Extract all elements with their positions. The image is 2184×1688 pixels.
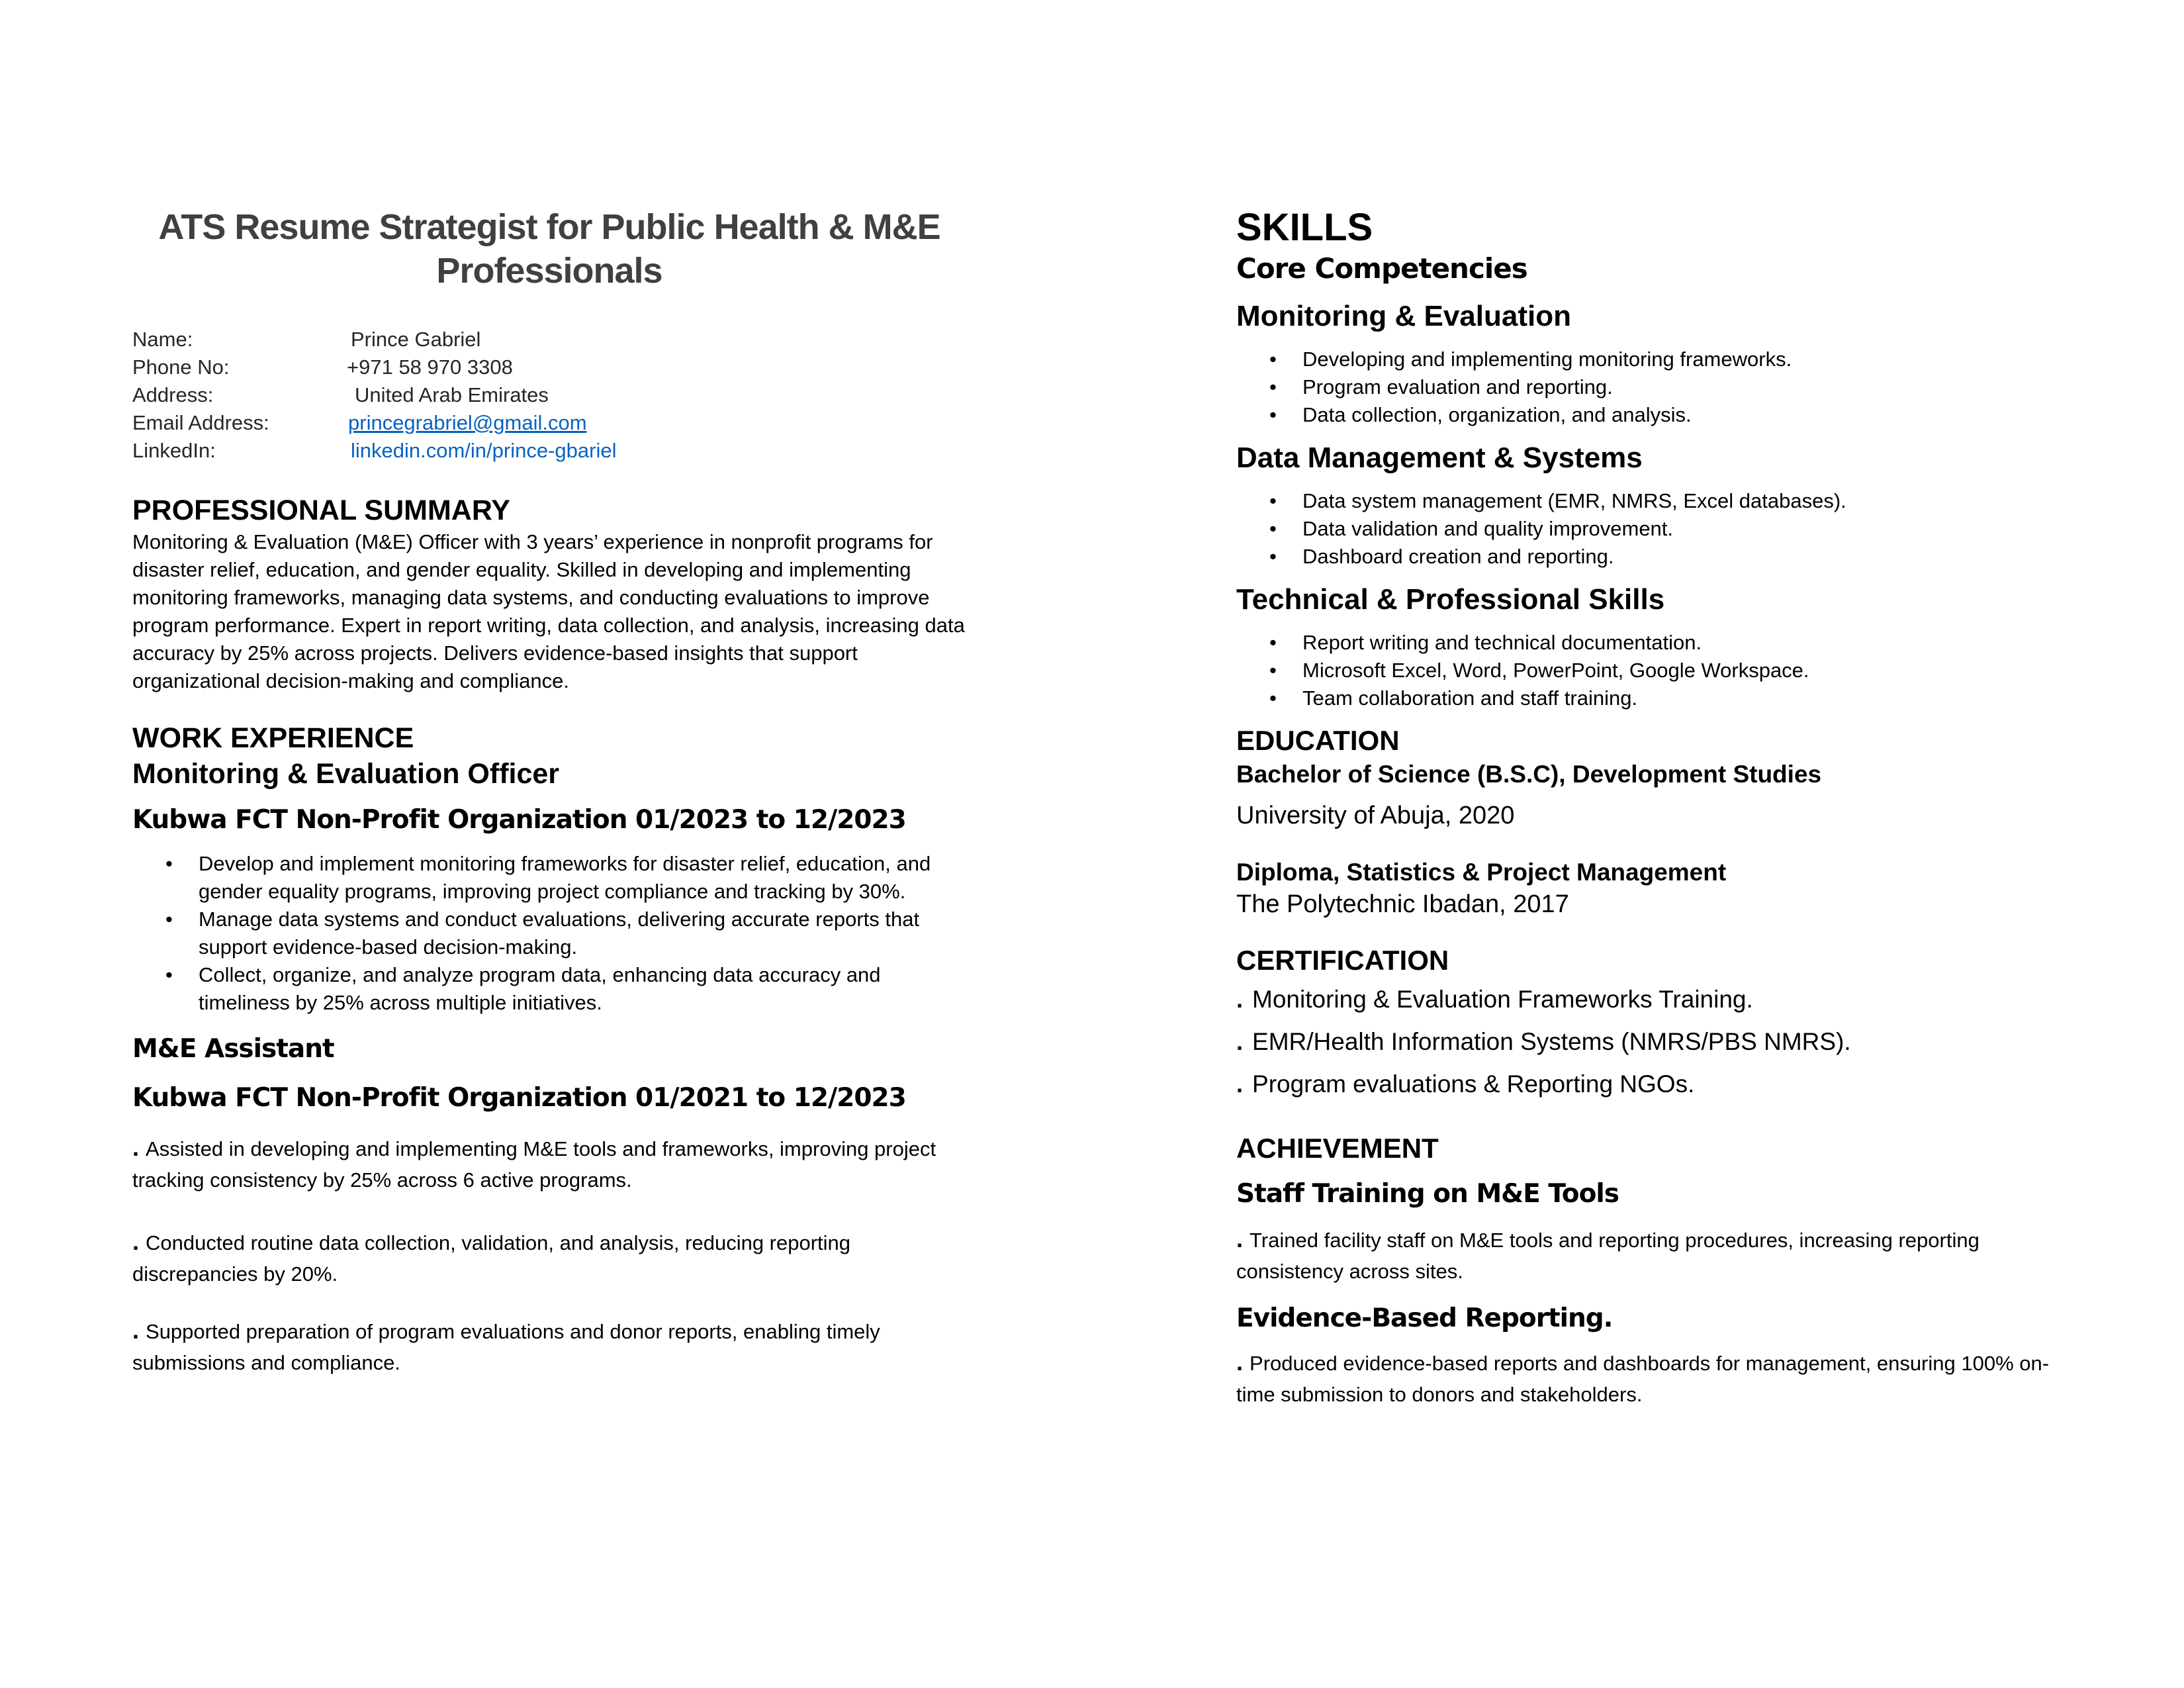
list-item: • Developing and implementing monitoring frameworks.: [1302, 346, 2057, 373]
job-organization: Kubwa FCT Non-Profit Organization 01/2021 to 12/2023: [132, 1083, 906, 1113]
contact-label: Email Address:: [132, 411, 269, 434]
summary-heading: PROFESSIONAL SUMMARY: [132, 494, 510, 526]
list-item: • Team collaboration and staff training.: [1302, 684, 2057, 712]
skill-list: [1236, 629, 2057, 712]
list-item: [1236, 1063, 2057, 1105]
skill-group-title: Monitoring & Evaluation: [1236, 300, 1571, 332]
degree-title: Bachelor of Science (B.S.C), Development Studies: [1236, 761, 1822, 788]
left-column: [132, 199, 966, 1378]
skills-heading: SKILLS: [1236, 206, 1373, 249]
list-item: • Develop and implement monitoring frameworks for disaster relief, education, and gender equality programs, improving project compliance and tracking by 30%.: [199, 850, 966, 906]
contact-label: Phone No:: [132, 355, 230, 379]
degree-title: Diploma, Statistics & Project Management: [1236, 859, 1727, 886]
list-item-text: Assisted in developing and implementing M&E tools and frameworks, improving project tracking consistency by 25% across 6 active programs.: [132, 1137, 936, 1192]
achievement-title: Evidence-Based Reporting.: [1236, 1303, 1613, 1333]
certification-item: Monitoring & Evaluation Frameworks Training.: [1252, 986, 1753, 1013]
contact-row-linkedin: [132, 437, 966, 465]
list-item: • Data collection, organization, and analysis.: [1302, 401, 2057, 429]
list-item: [1236, 1223, 2057, 1287]
school-name: University of Abuja, 2020: [1236, 802, 1515, 829]
list-item: • Data system management (EMR, NMRS, Excel databases).: [1302, 487, 2057, 515]
achievement-text: Trained facility staff on M&E tools and reporting procedures, increasing reporting consistency across sites.: [1236, 1229, 1979, 1283]
contact-block: [132, 326, 966, 465]
linkedin-link[interactable]: linkedin.com/in/prince-gbariel: [351, 439, 617, 462]
contact-row-email: [132, 409, 966, 437]
list-item: [1236, 1346, 2057, 1410]
bullet-icon: .: [132, 1228, 140, 1255]
list-item: • Report writing and technical documentation.: [1302, 629, 2057, 657]
list-item: • Data validation and quality improvement.: [1302, 515, 2057, 543]
list-item: [132, 1315, 966, 1378]
list-item: [132, 1132, 966, 1196]
achievement-text: Produced evidence-based reports and dashboards for management, ensuring 100% on-time submission to donors and stakeholders.: [1236, 1352, 2050, 1406]
bullet-icon: .: [1236, 1028, 1244, 1055]
list-item: [1236, 978, 2057, 1021]
school-name: The Polytechnic Ibadan, 2017: [1236, 890, 1569, 918]
job-bullets: [132, 850, 966, 1017]
list-item: [1236, 1021, 2057, 1063]
list-item: [132, 1226, 966, 1289]
core-competencies-heading: Core Competencies: [1236, 252, 1527, 285]
job-title: M&E Assistant: [132, 1034, 334, 1064]
list-item: • Manage data systems and conduct evaluations, delivering accurate reports that support evidence-based decision-making.: [199, 906, 966, 961]
achievement-title: Staff Training on M&E Tools: [1236, 1179, 1619, 1209]
contact-address: United Arab Emirates: [355, 383, 549, 406]
skill-list: [1236, 487, 2057, 571]
certification-item: Program evaluations & Reporting NGOs.: [1252, 1070, 1695, 1098]
list-item-text: Conducted routine data collection, validation, and analysis, reducing reporting discrepancies by 20%.: [132, 1231, 851, 1286]
list-item: • Dashboard creation and reporting.: [1302, 543, 2057, 571]
job-organization: Kubwa FCT Non-Profit Organization 01/2023 to 12/2023: [132, 805, 906, 835]
education-heading: EDUCATION: [1236, 725, 1400, 756]
skill-group-title: Data Management & Systems: [1236, 442, 1643, 474]
contact-label: Name:: [132, 328, 193, 351]
bullet-icon: .: [1236, 1348, 1244, 1376]
certification-item: EMR/Health Information Systems (NMRS/PBS NMRS).: [1252, 1028, 1851, 1055]
contact-name: Prince Gabriel: [351, 328, 481, 351]
summary-text: Monitoring & Evaluation (M&E) Officer with 3 years’ experience in nonprofit programs for disaster relief, education, and gender equality. Skilled in developing and implementing monitoring frameworks, managing data systems, and conducting evaluations to improve program performance. Expert in report writing, data collection, and analysis, increasing data accuracy by 25% across projects. Delivers evidence-based insights that support organizational decision-making and compliance.: [132, 530, 965, 692]
contact-row-address: [132, 381, 966, 409]
contact-label: Address:: [132, 383, 214, 406]
certification-heading: CERTIFICATION: [1236, 945, 1449, 976]
skill-list: [1236, 346, 2057, 429]
contact-row-name: [132, 326, 966, 353]
list-item: • Microsoft Excel, Word, PowerPoint, Google Workspace.: [1302, 657, 2057, 684]
right-column: [1236, 199, 2057, 1410]
email-link[interactable]: princegrabriel@gmail.com: [348, 411, 587, 434]
bullet-icon: .: [1236, 1225, 1244, 1252]
contact-row-phone: [132, 353, 966, 381]
bullet-icon: .: [132, 1317, 140, 1344]
achievement-heading: ACHIEVEMENT: [1236, 1133, 1439, 1164]
bullet-icon: .: [1236, 1070, 1244, 1098]
list-item: • Collect, organize, and analyze program data, enhancing data accuracy and timeliness by 25% across multiple initiatives.: [199, 961, 966, 1017]
bullet-icon: .: [1236, 986, 1244, 1013]
experience-heading: WORK EXPERIENCE: [132, 722, 414, 754]
list-item: • Program evaluation and reporting.: [1302, 373, 2057, 401]
contact-phone: +971 58 970 3308: [347, 355, 513, 379]
document-title: ATS Resume Strategist for Public Health & M&E Professionals: [158, 207, 940, 291]
contact-label: LinkedIn:: [132, 439, 216, 462]
list-item-text: Supported preparation of program evaluations and donor reports, enabling timely submissions and compliance.: [132, 1320, 880, 1374]
skill-group-title: Technical & Professional Skills: [1236, 583, 1665, 616]
bullet-icon: .: [132, 1134, 140, 1161]
job-title: Monitoring & Evaluation Officer: [132, 758, 560, 790]
